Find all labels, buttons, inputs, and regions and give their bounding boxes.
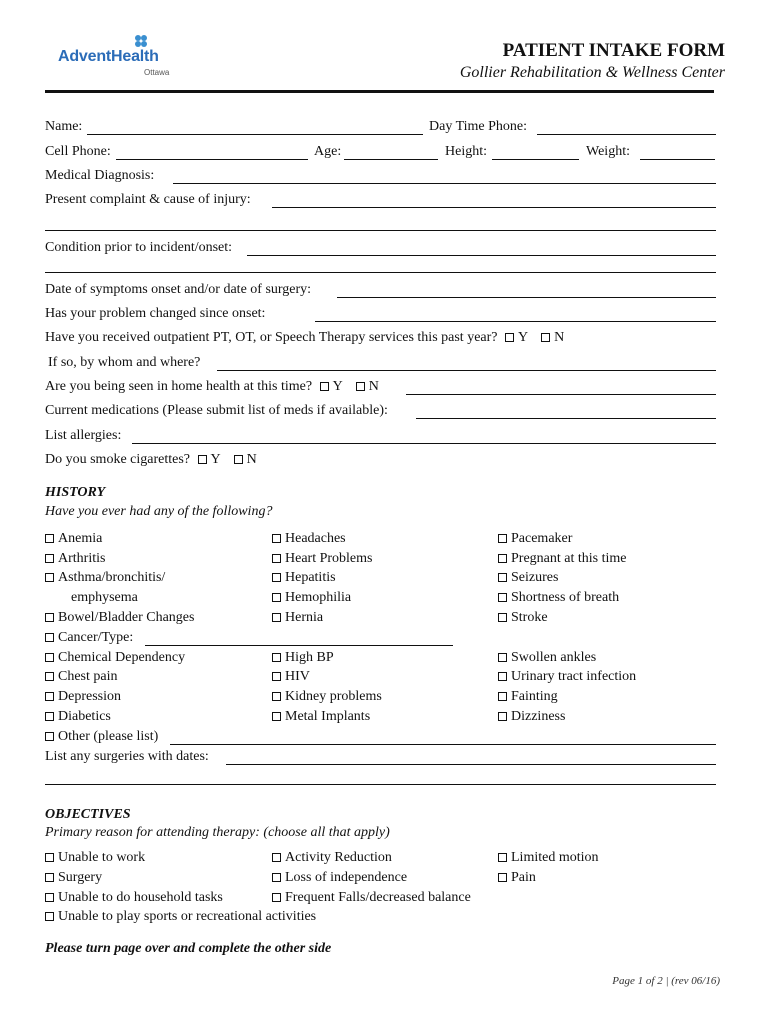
checkbox[interactable]: [45, 912, 54, 921]
checkbox[interactable]: [498, 672, 507, 681]
history-question: Have you ever had any of the following?: [45, 504, 273, 519]
smoke-question: [45, 452, 257, 468]
home-health-no-checkbox[interactable]: [356, 382, 365, 391]
home-health-no-label: N: [368, 379, 379, 394]
history-item-chest-pain[interactable]: Chest pain: [45, 669, 118, 685]
home-health-yes-checkbox[interactable]: [320, 382, 329, 391]
problem-changed-label: Has your problem changed since onset:: [45, 306, 266, 321]
checkbox[interactable]: [272, 873, 281, 882]
smoke-label: Do you smoke cigarettes?: [45, 452, 191, 467]
cancer-type-field[interactable]: [145, 645, 453, 646]
history-item-dizziness[interactable]: Dizziness: [498, 709, 565, 725]
age-field[interactable]: [344, 159, 438, 160]
checkbox[interactable]: [272, 672, 281, 681]
day-phone-field[interactable]: [537, 134, 716, 135]
outpatient-question: [45, 330, 564, 346]
weight-label: Weight:: [586, 144, 630, 159]
checkbox[interactable]: [45, 692, 54, 701]
home-health-question: [45, 379, 379, 395]
outpatient-no-label: N: [554, 330, 565, 345]
checkbox[interactable]: [272, 712, 281, 721]
history-item-pregnant[interactable]: Pregnant at this time: [498, 551, 626, 567]
checkbox[interactable]: [45, 732, 54, 741]
age-label: Age:: [314, 144, 342, 159]
form-subtitle: Gollier Rehabilitation & Wellness Center: [459, 64, 725, 81]
onset-date-label: Date of symptoms onset and/or date of surgery:: [45, 282, 312, 297]
checkbox[interactable]: [272, 692, 281, 701]
checkbox[interactable]: [45, 613, 54, 622]
objective-pain[interactable]: Pain: [498, 870, 536, 886]
history-item-headaches[interactable]: Headaches: [272, 531, 346, 547]
checkbox[interactable]: [498, 534, 507, 543]
checkbox[interactable]: [272, 554, 281, 563]
history-item-hepatitis[interactable]: Hepatitis: [272, 570, 336, 586]
smoke-no-label: N: [246, 452, 257, 467]
history-item-cancer[interactable]: Cancer/Type:: [45, 630, 133, 646]
history-item-diabetics[interactable]: Diabetics: [45, 709, 111, 725]
allergies-field[interactable]: [132, 443, 716, 444]
history-item-asthma[interactable]: Asthma/bronchitis/: [45, 570, 165, 586]
checkbox[interactable]: [498, 873, 507, 882]
form-title: PATIENT INTAKE FORM: [502, 40, 725, 61]
turn-page-instruction: Please turn page over and complete the other side: [45, 941, 332, 956]
condition-prior-field-line2[interactable]: [45, 272, 716, 273]
medications-label: Current medications (Please submit list of meds if available):: [45, 403, 388, 418]
problem-changed-field[interactable]: [315, 321, 716, 322]
checkbox[interactable]: [498, 613, 507, 622]
complaint-label: Present complaint & cause of injury:: [45, 192, 251, 207]
objectives-question: Primary reason for attending therapy: (choose all that apply): [45, 825, 390, 840]
surgeries-label: List any surgeries with dates:: [45, 749, 209, 764]
objective-unable-to-work[interactable]: Unable to work: [45, 850, 145, 866]
header-divider: [45, 90, 714, 93]
history-item-metal-implants[interactable]: Metal Implants: [272, 709, 370, 725]
condition-prior-field[interactable]: [247, 255, 716, 256]
surgeries-field-line2[interactable]: [45, 784, 716, 785]
history-item-uti[interactable]: Urinary tract infection: [498, 669, 636, 685]
objective-activity-reduction[interactable]: Activity Reduction: [272, 850, 392, 866]
history-item-other[interactable]: Other (please list): [45, 729, 158, 745]
diagnosis-field[interactable]: [173, 183, 716, 184]
outpatient-label: Have you received outpatient PT, OT, or Speech Therapy services this past year?: [45, 330, 498, 345]
name-label: Name:: [45, 119, 83, 134]
smoke-no-checkbox[interactable]: [234, 455, 243, 464]
diagnosis-label: Medical Diagnosis:: [45, 168, 155, 183]
complaint-field[interactable]: [272, 207, 716, 208]
history-item-kidney[interactable]: Kidney problems: [272, 689, 382, 705]
checkbox[interactable]: [45, 672, 54, 681]
cell-phone-label: Cell Phone:: [45, 144, 111, 159]
history-item-bowel[interactable]: Bowel/Bladder Changes: [45, 610, 194, 626]
logo-name: AdventHealth: [58, 48, 159, 65]
day-phone-label: Day Time Phone:: [429, 119, 528, 134]
medications-field[interactable]: [416, 418, 716, 419]
history-item-stroke[interactable]: Stroke: [498, 610, 548, 626]
home-health-field[interactable]: [406, 394, 716, 395]
history-item-swollen[interactable]: Swollen ankles: [498, 650, 596, 666]
cell-phone-field[interactable]: [116, 159, 308, 160]
history-item-shortness[interactable]: Shortness of breath: [498, 590, 619, 606]
history-item-hemophilia[interactable]: Hemophilia: [272, 590, 351, 606]
checkbox[interactable]: [498, 573, 507, 582]
objective-household-tasks[interactable]: Unable to do household tasks: [45, 890, 223, 906]
checkbox[interactable]: [498, 554, 507, 563]
outpatient-yes-label: Y: [518, 330, 528, 345]
checkbox[interactable]: [45, 873, 54, 882]
allergies-label: List allergies:: [45, 428, 122, 443]
checkbox[interactable]: [45, 633, 54, 642]
checkbox[interactable]: [272, 853, 281, 862]
other-field[interactable]: [170, 744, 716, 745]
history-item-seizures[interactable]: Seizures: [498, 570, 558, 586]
objective-limited-motion[interactable]: Limited motion: [498, 850, 599, 866]
height-label: Height:: [445, 144, 487, 159]
weight-field[interactable]: [640, 159, 715, 160]
history-item-chemical[interactable]: Chemical Dependency: [45, 650, 185, 666]
checkbox[interactable]: [498, 712, 507, 721]
checkbox[interactable]: [498, 653, 507, 662]
objectives-heading: OBJECTIVES: [45, 807, 131, 822]
logo-location: Ottawa: [144, 68, 170, 77]
history-item-hernia[interactable]: Hernia: [272, 610, 323, 626]
history-item-asthma-cont: emphysema: [71, 590, 138, 605]
checkbox[interactable]: [272, 653, 281, 662]
outpatient-no-checkbox[interactable]: [541, 333, 550, 342]
checkbox[interactable]: [498, 692, 507, 701]
history-heading: HISTORY: [45, 485, 106, 500]
objective-surgery[interactable]: Surgery: [45, 870, 102, 886]
smoke-yes-checkbox[interactable]: [198, 455, 207, 464]
checkbox[interactable]: [45, 893, 54, 902]
onset-date-field[interactable]: [337, 297, 716, 298]
history-item-depression[interactable]: Depression: [45, 689, 121, 705]
history-item-high-bp[interactable]: High BP: [272, 650, 334, 666]
page-footer: Page 1 of 2 | (rev 06/16): [612, 975, 720, 987]
name-field[interactable]: [87, 134, 423, 135]
if-so-field[interactable]: [217, 370, 716, 371]
checkbox[interactable]: [45, 853, 54, 862]
checkbox[interactable]: [45, 712, 54, 721]
height-field[interactable]: [492, 159, 579, 160]
history-item-pacemaker[interactable]: Pacemaker: [498, 531, 572, 547]
smoke-yes-label: Y: [210, 452, 221, 467]
objective-sports[interactable]: Unable to play sports or recreational activities: [45, 909, 316, 925]
checkbox[interactable]: [272, 893, 281, 902]
checkbox[interactable]: [45, 534, 54, 543]
objective-frequent-falls[interactable]: Frequent Falls/decreased balance: [272, 890, 471, 906]
history-item-anemia[interactable]: Anemia: [45, 531, 102, 547]
home-health-yes-label: Y: [332, 379, 343, 394]
checkbox[interactable]: [498, 853, 507, 862]
history-item-arthritis[interactable]: Arthritis: [45, 551, 105, 567]
history-item-fainting[interactable]: Fainting: [498, 689, 558, 705]
home-health-label: Are you being seen in home health at this time?: [45, 379, 313, 394]
history-item-hiv[interactable]: HIV: [272, 669, 310, 685]
if-so-label: If so, by whom and where?: [48, 355, 201, 370]
objective-loss-independence[interactable]: Loss of independence: [272, 870, 407, 886]
checkbox[interactable]: [272, 573, 281, 582]
checkbox[interactable]: [272, 613, 281, 622]
checkbox[interactable]: [498, 593, 507, 602]
condition-prior-label: Condition prior to incident/onset:: [45, 240, 233, 255]
surgeries-field[interactable]: [226, 764, 716, 765]
checkbox[interactable]: [45, 573, 54, 582]
checkbox[interactable]: [45, 554, 54, 563]
checkbox[interactable]: [45, 653, 54, 662]
history-item-heart[interactable]: Heart Problems: [272, 551, 372, 567]
checkbox[interactable]: [272, 534, 281, 543]
outpatient-yes-checkbox[interactable]: [505, 333, 514, 342]
checkbox[interactable]: [272, 593, 281, 602]
complaint-field-line2[interactable]: [45, 230, 716, 231]
